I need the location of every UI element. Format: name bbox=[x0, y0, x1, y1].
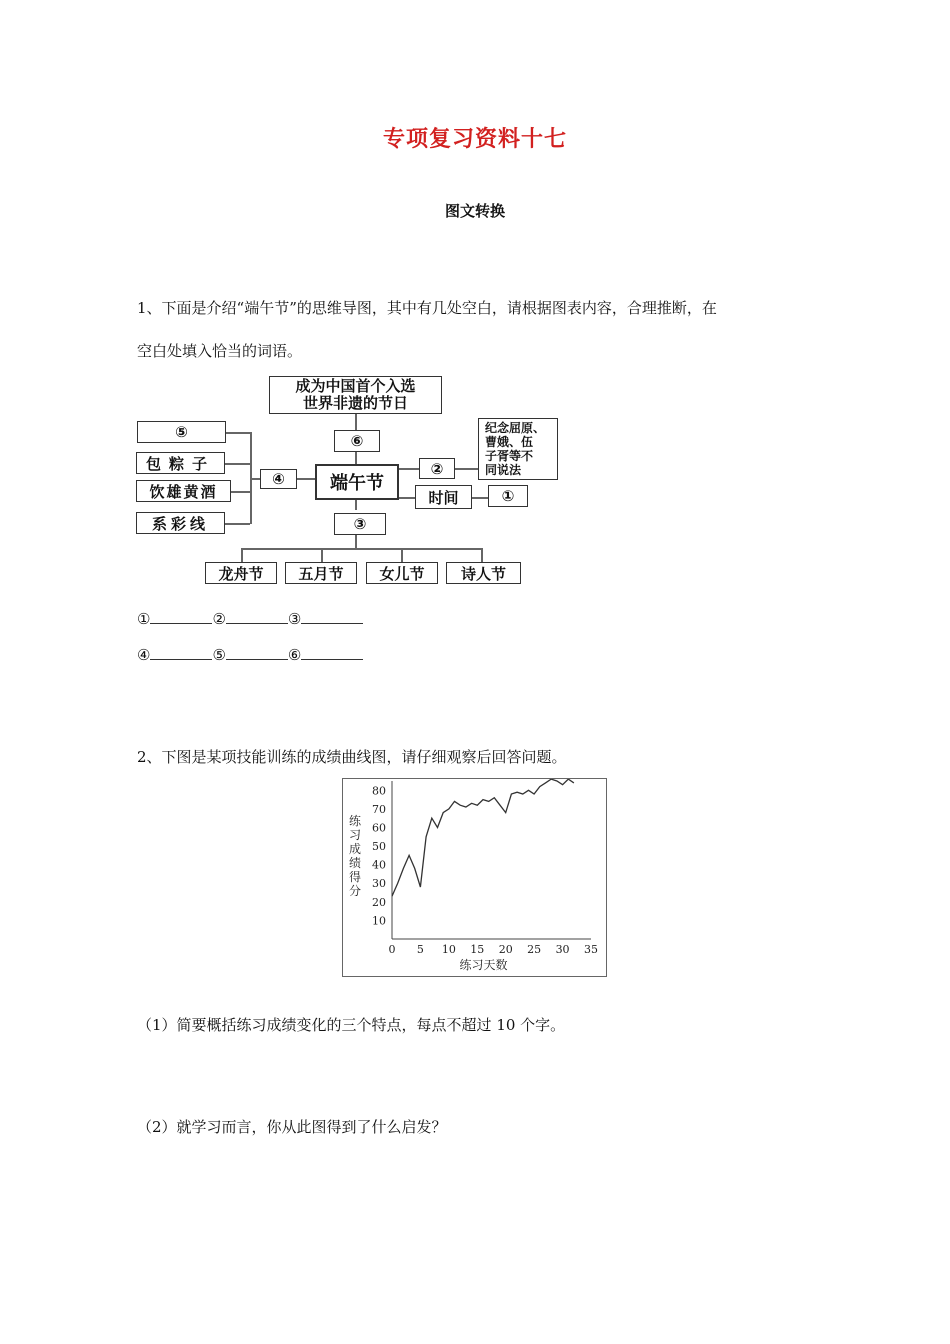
answer-blank-1[interactable] bbox=[150, 609, 212, 624]
map-node-3: ③ bbox=[334, 513, 386, 535]
answer-blank-4[interactable] bbox=[150, 645, 212, 660]
x-tick-label: 30 bbox=[555, 943, 570, 956]
map-top-line2: 世界非遗的节日 bbox=[302, 394, 408, 412]
mind-map bbox=[130, 372, 570, 594]
map-node-6: ⑥ bbox=[334, 430, 380, 452]
blank-label-3: ③ bbox=[287, 610, 302, 628]
map-left-item-2: 饮雄黄酒 bbox=[136, 480, 231, 502]
map-left-item-1: 包粽子 bbox=[136, 452, 225, 474]
map-top-box bbox=[269, 376, 442, 414]
y-axis-label-char: 绩 bbox=[348, 856, 362, 870]
map-top-line1: 成为中国首个入选 bbox=[295, 377, 416, 395]
q2-text: 2、下图是某项技能训练的成绩曲线图，请仔细观察后回答问题。 bbox=[137, 748, 567, 766]
y-tick-label: 60 bbox=[372, 821, 386, 835]
map-time: 时间 bbox=[415, 485, 472, 509]
blanks-row-2 bbox=[137, 645, 363, 664]
y-tick-label: 80 bbox=[372, 784, 386, 798]
x-tick-label: 20 bbox=[498, 943, 513, 956]
y-tick-label: 30 bbox=[372, 877, 386, 891]
blanks-row-1 bbox=[137, 609, 363, 628]
map-bottom-item-2: 五月节 bbox=[285, 562, 357, 584]
map-node-2: ② bbox=[419, 458, 455, 479]
blank-label-1: ① bbox=[137, 610, 151, 628]
q1-text-line2: 空白处填入恰当的词语。 bbox=[137, 342, 303, 360]
y-axis-label-char: 练 bbox=[348, 814, 362, 828]
map-node-5: ⑤ bbox=[137, 421, 226, 443]
map-note-line4: 同说法 bbox=[485, 463, 522, 477]
blank-label-2: ② bbox=[212, 610, 226, 628]
map-bottom-item-3: 女儿节 bbox=[366, 562, 438, 584]
y-tick-label: 70 bbox=[372, 802, 386, 816]
x-axis-label: 练习天数 bbox=[459, 958, 508, 972]
blank-label-5: ⑤ bbox=[212, 646, 226, 664]
q1-text-line1: 1、下面是介绍“端午节”的思维导图，其中有几处空白，请根据图表内容，合理推断，在 bbox=[137, 299, 717, 317]
y-tick-label: 40 bbox=[372, 858, 386, 872]
y-tick-label: 10 bbox=[372, 914, 386, 928]
y-axis-label-char: 分 bbox=[348, 884, 362, 898]
x-tick-label: 10 bbox=[441, 943, 456, 956]
q2-sub1: （1）简要概括练习成绩变化的三个特点，每点不超过 10 个字。 bbox=[137, 1016, 566, 1034]
map-bottom-item-1: 龙舟节 bbox=[205, 562, 277, 584]
score-chart bbox=[342, 778, 607, 977]
answer-blank-2[interactable] bbox=[226, 609, 288, 624]
y-axis-label-char: 得 bbox=[348, 870, 362, 884]
answer-blank-3[interactable] bbox=[301, 609, 363, 624]
map-node-4: ④ bbox=[260, 469, 297, 489]
map-bottom-item-4: 诗人节 bbox=[446, 562, 521, 584]
blank-label-4: ④ bbox=[137, 646, 151, 664]
x-tick-label: 5 bbox=[416, 943, 424, 956]
x-tick-label: 0 bbox=[388, 943, 396, 956]
q2-sub2: （2）就学习而言，你从此图得到了什么启发？ bbox=[137, 1118, 447, 1136]
map-note-line3: 子胥等不 bbox=[485, 449, 534, 463]
map-node-1: ① bbox=[488, 485, 528, 507]
y-tick-label: 20 bbox=[372, 895, 386, 909]
y-tick-label: 50 bbox=[372, 840, 386, 854]
y-axis-label-char: 成 bbox=[348, 842, 362, 856]
map-center: 端午节 bbox=[315, 464, 399, 500]
map-left-item-3: 系彩线 bbox=[136, 512, 225, 534]
answer-blank-5[interactable] bbox=[226, 645, 288, 660]
score-chart-svg bbox=[343, 779, 606, 976]
map-note-box bbox=[478, 418, 558, 480]
x-tick-label: 15 bbox=[470, 943, 485, 956]
y-axis-label-char: 习 bbox=[348, 828, 362, 842]
document-subtitle: 图文转换 bbox=[444, 202, 505, 220]
blank-label-6: ⑥ bbox=[287, 646, 302, 664]
score-series-line bbox=[392, 779, 574, 896]
document-title: 专项复习资料十七 bbox=[382, 127, 567, 152]
answer-blank-6[interactable] bbox=[301, 645, 363, 660]
x-tick-label: 25 bbox=[527, 943, 542, 956]
x-tick-label: 35 bbox=[584, 943, 598, 956]
map-note-line2: 曹娥、伍 bbox=[485, 435, 534, 449]
map-note-line1: 纪念屈原、 bbox=[485, 421, 546, 435]
